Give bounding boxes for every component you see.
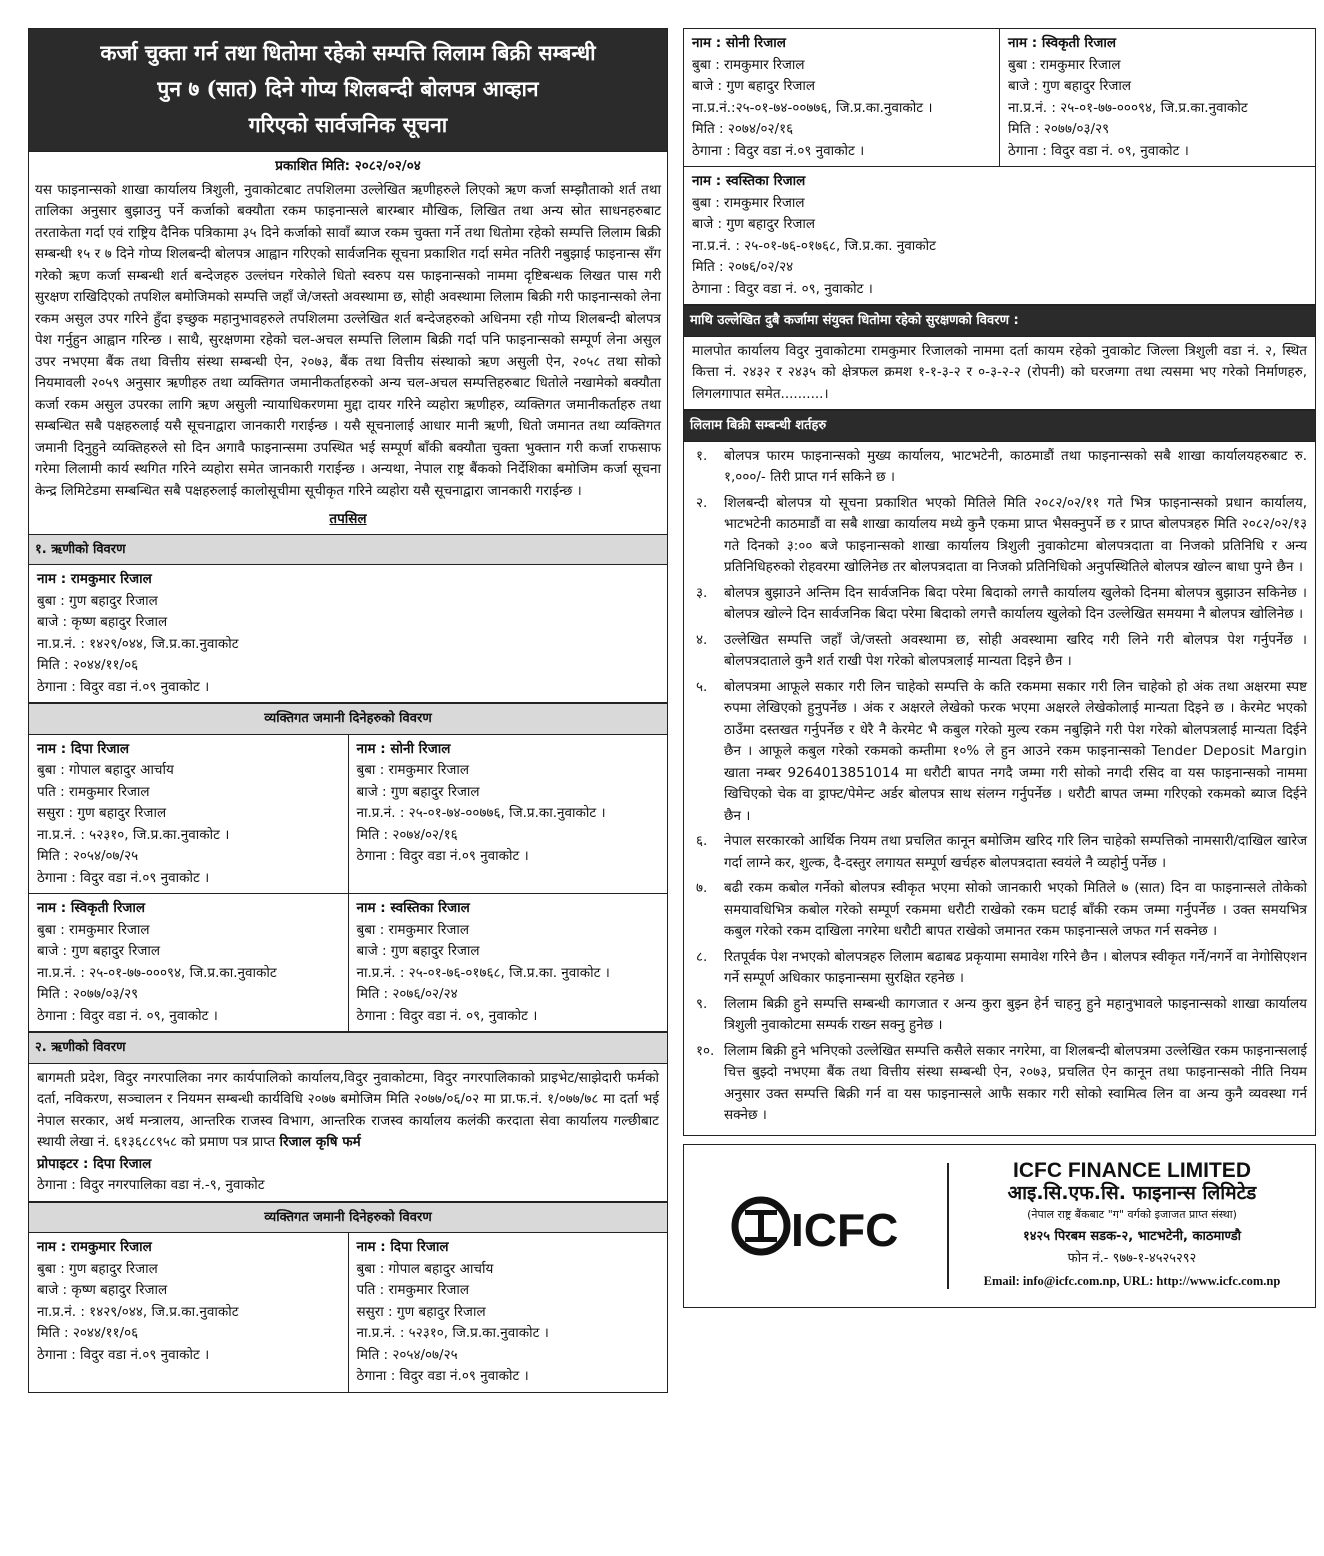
borrower-line: बुबा : गुण बहादुर रिजाल	[37, 592, 158, 609]
guarantor-line: मिति : २०७६/०२/२४	[692, 259, 794, 275]
guarantor-line: ना.प्र.नं. : २५-०१-७७-०००९४, जि.प्र.का.नुवाकोट	[1008, 99, 1248, 116]
guarantor-name: नाम : दिपा रिजाल	[37, 740, 130, 757]
guarantor-line: मिति : २०७६/०२/२४	[356, 986, 458, 1002]
term-text: लिलाम बिक्री हुने भनिएको उल्लेखित सम्पत्ति कसैले सकार नगरेमा, वा शिलबन्दी बोलपत्रमा उल्लेखित रकम फाइनान्सलाई चित्त बुझ्दो नभएमा बैंक तथा वित्तीय संस्था सम्बन्धी ऐन, २०७३, प्रचलित ऐन कानून तथा फाइनान्सको नीति नियम अनुसार उक्त सम्पत्ति बिक्री गर्न वा यस फाइनान्सले आफै सकार गरी सोको स्वामित्व लिन वा अन्य कुनै व्यवस्था गर्न सक्नेछ ।	[724, 1042, 1307, 1123]
guarantor-line: ठेगाना : विदुर वडा नं. ०९, नुवाकोट ।	[356, 1007, 538, 1024]
term-number: १.	[696, 447, 708, 464]
company-phone: फोन नं.- ९७७-१-४५२५२९२	[1067, 1250, 1197, 1266]
guarantor-line: मिति : २०७७/०३/२९	[37, 986, 139, 1002]
company-address: १४२५ पिरबम सडक-२, भाटभटेनी, काठमाण्डौ	[1022, 1228, 1242, 1244]
list-item	[692, 630, 1307, 673]
borrower-line: ना.प्र.नं. : १४२९/०४४, जि.प्र.का.नुवाकोट	[37, 635, 239, 652]
headline-line-3: गरिएको सार्वजनिक सूचना	[248, 112, 448, 137]
guarantor-line: ठेगाना : विदुर वडा नं.०९ नुवाकोट ।	[37, 1346, 210, 1363]
guarantor-row	[28, 894, 668, 1032]
list-item	[692, 1041, 1307, 1127]
headline-line-2: पुन ७ (सात) दिने गोप्य शिलबन्दी बोलपत्र आव्हान	[157, 76, 539, 101]
term-text: रितपूर्वक पेश नभएको बोलपत्रहरु लिलाम बढाबढ प्रकृयामा समावेश गरिने छैन । बोलपत्र स्वीकृत गर्ने/नगर्ने वा नेगोसिएशन गर्ने सम्पूर्ण अधिकार फाइनान्समा सुरक्षित रहनेछ ।	[724, 948, 1307, 986]
guarantor-card	[349, 894, 668, 1031]
term-text: बोलपत्र बुझाउने अन्तिम दिन सार्वजनिक बिदा परेमा बिदाको लगत्तै कार्यालय खुलेको दिनमा बोलपत्र बुझाउन सकिनेछ । बोलपत्र खोल्ने दिन सार्वजनिक बिदा परेमा बिदाको लगत्तै कार्यालय खुलेको दिन उल्लेखित समयमा नै बोलपत्र खोलिनेछ ।	[724, 584, 1307, 622]
guarantor-card	[349, 1233, 668, 1392]
guarantor-line: बुबा : रामकुमार रिजाल	[692, 194, 805, 211]
guarantor-name: नाम : रामकुमार रिजाल	[37, 1239, 152, 1255]
borrower-name: नाम : रामकुमार रिजाल	[37, 571, 152, 587]
list-item	[692, 878, 1307, 943]
firm-name: रिजाल कृषि फर्म	[279, 1134, 361, 1150]
guarantor-name: नाम : स्वस्तिका रिजाल	[692, 173, 806, 189]
section1-guarantor-heading: व्यक्तिगत जमानी दिनेहरुको विवरण	[28, 703, 668, 735]
borrower-line: बाजे : कृष्ण बहादुर रिजाल	[37, 614, 168, 630]
guarantor-name: नाम : सोनी रिजाल	[692, 35, 786, 51]
section1-heading: १. ऋणीको विवरण	[28, 534, 668, 566]
list-item	[692, 446, 1307, 489]
guarantor-line: ना.प्र.नं. : ५२३१०, जि.प्र.का.नुवाकोट ।	[37, 826, 230, 843]
company-license: (नेपाल राष्ट्र बैंकबाट "ग" वर्गको इजाजत प्राप्त संस्था)	[1027, 1207, 1237, 1221]
guarantor-line: पति : रामकुमार रिजाल	[37, 783, 150, 800]
term-number: ३.	[696, 584, 708, 601]
section2-text: बागमती प्रदेश, विदुर नगरपालिका नगर कार्यपालिको कार्यालय,विदुर नुवाकोटमा, विदुर नगरपालिकाको प्राइभेट/साझेदारी फर्मको दर्ता, नविकरण, सञ्चालन र नियमन सम्बन्धी कार्यविधि २०७७ बमोजिम मिति २०७७/०६/०२ मा प्रा.फ.नं. १/०७७/७८ मा दर्ता भई नेपाल सरकार, अर्थ मन्त्रालय, आन्तरिक राजस्व विभाग, आन्तरिक राजस्व कार्यालय कलंकी करदाता सेवा कार्यालय गल्छीबाट स्थायी लेखा नं. ६१३६८८९५८ को प्रमाण पत्र प्राप्त	[37, 1069, 659, 1150]
guarantor-card	[684, 29, 1000, 166]
published-date: प्रकाशित मिति: २०८२/०२/०४	[28, 152, 668, 180]
guarantor-name: नाम : स्विकृती रिजाल	[1008, 35, 1117, 51]
section2-heading: २. ऋणीको विवरण	[28, 1032, 668, 1064]
guarantor-line: बुबा : गुण बहादुर रिजाल	[37, 1260, 158, 1277]
guarantor-row	[28, 1233, 668, 1393]
guarantor-line: बाजे : गुण बहादुर रिजाल	[37, 943, 161, 959]
company-info	[949, 1160, 1315, 1292]
guarantor-line: ना.प्र.नं. : १४२९/०४४, जि.प्र.का.नुवाकोट	[37, 1303, 239, 1320]
term-number: ८.	[696, 948, 708, 965]
guarantor-line: ना.प्र.नं. : २५-०१-७४-००७७६, जि.प्र.का.नुवाकोट ।	[356, 805, 606, 821]
guarantor-line: मिति : २०७७/०३/२९	[1008, 121, 1110, 137]
guarantor-line: बाजे : गुण बहादुर रिजाल	[356, 783, 480, 800]
list-item	[692, 677, 1307, 828]
guarantor-line: बुबा : गोपाल बहादुर आर्चाय	[37, 762, 174, 778]
term-number: ४.	[696, 631, 708, 648]
guarantor-line: ठेगाना : विदुर वडा नं.०९ नुवाकोट ।	[356, 848, 529, 864]
collateral-heading: माथि उल्लेखित दुबै कर्जामा संयुक्त धितोमा रहेको सुरक्षणको विवरण :	[683, 305, 1316, 337]
company-email: Email: info@icfc.com.np, URL: http://www.icfc.com.np	[983, 1273, 1281, 1288]
guarantor-line: ना.प्र.नं.:२५-०१-७४-००७७६, जि.प्र.का.नुवाकोट ।	[692, 99, 933, 116]
guarantor-name: नाम : स्वस्तिका रिजाल	[356, 900, 470, 916]
guarantor-line: बाजे : गुण बहादुर रिजाल	[1008, 78, 1132, 94]
left-column	[28, 28, 668, 1393]
guarantor-line: ठेगाना : विदुर वडा नं.०९ नुवाकोट ।	[692, 142, 865, 159]
guarantor-card	[1000, 29, 1315, 166]
guarantor-card	[29, 1233, 349, 1392]
guarantor-line: ठेगाना : विदुर वडा नं.०९ नुवाकोट ।	[37, 869, 210, 886]
term-text: बोलपत्रमा आफूले सकार गरी लिन चाहेको सम्पत्ति के कति रकममा सकार गरी लिन चाहेको हो अंक तथा अक्षरमा स्पष्ट रुपमा लेखिएको हुनुपर्नेछ । अंक र अक्षरले लेखेको फरक भएमा अक्षरले लेखेकोलाई मान्यता दिइने छ । केरमेट भएको ठाउँमा दस्तखत गर्नुपर्नेछ र धेरै नै केरमेट भै कबुल गरेको मुल्य रकम नबुझिने गरी पेश गरेको बोलपत्रलाई मान्यता दिईने छैन । आफूले कबुल गरेको रकमको कम्तीमा १०% ले हुन आउने रकम फाइनान्सको Tender Deposit Margin खाता नम्बर 9264013851014 मा धरौटी बापत नगदै जम्मा गरी सोको नगदी रसिद वा यस फाइनान्सको नाममा खिचिएको चेक वा ड्राफ्ट/पेमेन्ट अर्डर बोलपत्र साथ संलग्न गर्नुपर्नेछ । धरौटी बापत जम्मा गरिएको रकमको ब्याज दिईने छैन ।	[724, 678, 1307, 824]
company-name-en: ICFC FINANCE LIMITED	[1013, 1158, 1251, 1182]
list-item	[692, 583, 1307, 626]
guarantor-card	[349, 735, 668, 894]
terms-heading: लिलाम बिक्री सम्बन्धी शर्तहरु	[683, 410, 1316, 442]
guarantor-line: बुबा : रामकुमार रिजाल	[37, 921, 150, 938]
headline-line-1: कर्जा चुक्ता गर्न तथा धितोमा रहेको सम्पत्ति लिलाम बिक्री सम्बन्धी	[100, 40, 596, 65]
guarantor-line: ठेगाना : विदुर वडा नं. ०९, नुवाकोट ।	[692, 280, 873, 297]
list-item	[692, 947, 1307, 990]
guarantor-line: ससुरा : गुण बहादुर रिजाल	[356, 1303, 486, 1320]
notice-headline	[28, 28, 668, 152]
term-text: नेपाल सरकारको आर्थिक नियम तथा प्रचलित कानून बमोजिम खरिद गरि लिन चाहेको सम्पत्तिको नामसारी/दाखिल खारेज गर्दा लाग्ने कर, शुल्क, दै-दस्तुर लगायत सम्पूर्ण खर्चहरु बोलपत्रदाता स्वयंले नै व्यहोर्नु पर्नेछ ।	[724, 833, 1307, 871]
guarantor-line: ना.प्र.नं. : ५२३१०, जि.प्र.का.नुवाकोट ।	[356, 1325, 549, 1341]
tapsil-heading: तपसिल	[28, 506, 668, 534]
term-text: बढी रकम कबोल गर्नेको बोलपत्र स्वीकृत भएमा सोको जानकारी भएको मितिले ७ (सात) दिन वा फाइनान्सले तोकेको समयावधिभित्र कबोल गरेको सम्पूर्ण रकममा धरौटी राखेको रकम घटाई बाँकी रकम जम्मा गर्नुपर्नेछ । उक्त समयभित्र कबुल गरेको रकम दाखिला नगरेमा धरौटी बापत राखेको जमानत रकम फाइनान्सले जफत गर्न सक्नेछ ।	[724, 880, 1307, 939]
guarantor-line: बाजे : गुण बहादुर रिजाल	[692, 216, 816, 232]
guarantor-name: नाम : दिपा रिजाल	[356, 1239, 449, 1255]
guarantor-card	[29, 735, 349, 894]
notice-body: यस फाइनान्सको शाखा कार्यालय त्रिशुली, नुवाकोटबाट तपशिलमा उल्लेखित ऋणीहरुले लिएको ऋण कर्जा सम्झौताको शर्त तथा तालिका अनुसार बुझाउनु पर्ने कर्जाको बक्यौता रकम फाइनान्सले बारम्बार मौखिक, लिखित तथा अन्य स्रोत साधनहरुबाट तरताकेता गर्दा एवं राष्ट्रिय दैनिक पत्रिकामा ३५ दिने कर्जाको सावाँ ब्याज रकम चुक्ता गर्ने तथा धितोमा रहेको सम्पत्ति लिलाम बिक्री सम्बन्धी १५ र ७ दिने गोप्य शिलबन्दी बोलपत्र आह्वान गरिएको सार्वजनिक सूचना प्रकाशित गर्दा समेत नतिरी नबुझाई फाइनान्स सँग गरेको ऋण कर्जा सम्बन्धी शर्त बन्देजहरु उल्लंघन गरेकोले धितो स्वरुप यस फाइनान्सको नाममा दृष्टिबन्धक लिखत पास गरी सुरक्षण राखिदिएको तपशिल बमोजिमको सम्पत्ति जहाँ जे/जस्तो अवस्थामा छ, सोही अवस्थामा लिलाम बिक्री गरी फाइनान्सको लेना रकम असुल उपर गरिने हुँदा इच्छुक महानुभावहरुले तपशिलमा उल्लेखित शर्त बन्देजहरुको अधिनमा रही गोप्य शिलबन्दी बोलपत्र पेश गर्नुहुन आह्वान गरिन्छ । साथै, सुरक्षणमा रहेको चल-अचल सम्पत्ति लिलाम बिक्री गर्दा पनि फाइनान्सको सम्पूर्ण लेना असुल उपर नभएमा बैंक तथा वित्तीय संस्था सम्बन्धी ऐन, २०७३, बैंक तथा वित्तीय संस्थाको ऋण असुली ऐन, २०५८ तथा सोको नियमावली २०५९ अनुसार ऋणीहरु तथा व्यक्तिगत जमानीकर्ताहरुको अन्य चल-अचल सम्पत्तिहरुबाट धितोले नखामेको बक्यौता कर्जा रकम असुल उपरका लागि ऋण असुली न्यायाधिकरणमा मुद्दा दायर गरिने व्यहोरा ऋणीहरु, व्यक्तिगत जमानीकर्ताहरु तथा सम्बन्धित सबै पक्षहरुलाई यसै सूचनाद्वारा जानकारी गराईन्छ । यसै सूचनालाई आधार मानी ऋणी, धितो जमानत तथा व्यक्तिगत जमानी दिनुहुने व्यक्तिहरुले सो दिन अगावै फाइनान्समा उपस्थित भई सम्पूर्ण बाँकी बक्यौता चुक्ता भुक्तान गरी कर्जा राफसाफ गरेमा लिलामी कार्य स्थगित गरिने व्यहोरा समेत जानकारी गराईन्छ । अन्यथा, नेपाल राष्ट्र बैंकको निर्देशिका बमोजिम कर्जा सूचना केन्द्र लिमिटेडमा सम्बन्धित सबै पक्षहरुलाई कालोसूचीमा सूचीकृत गरिने व्यहोरा यसै सूचनाद्वारा जानकारी गराईन्छ ।	[28, 180, 668, 507]
term-number: ६.	[696, 833, 708, 849]
list-item	[692, 831, 1307, 874]
guarantor-line: ना.प्र.नं. : २५-०१-७६-०१७६८, जि.प्र.का. नुवाकोट	[692, 237, 936, 254]
list-item	[692, 493, 1307, 579]
guarantor-name: नाम : सोनी रिजाल	[356, 740, 451, 757]
guarantor-row	[28, 735, 668, 895]
guarantor-line: ठेगाना : विदुर वडा नं. ०९, नुवाकोट ।	[37, 1007, 218, 1024]
right-column	[683, 28, 1316, 1308]
guarantor-line: मिति : २०५४/०७/२५	[356, 1346, 458, 1363]
guarantor-line: बुबा : रामकुमार रिजाल	[356, 762, 470, 778]
guarantor-line: ना.प्र.नं. : २५-०१-७६-०१७६८, जि.प्र.का. नुवाकोट ।	[356, 964, 610, 981]
term-number: ५.	[696, 678, 708, 695]
borrower-line: ठेगाना : विदुर वडा नं.०९ नुवाकोट ।	[37, 678, 210, 695]
guarantor-line: मिति : २०४४/११/०६	[37, 1325, 139, 1341]
term-text: उल्लेखित सम्पत्ति जहाँ जे/जस्तो अवस्थामा छ, सोही अवस्थामा खरिद गरी लिने गरी बोलपत्र पेश गर्नुपर्नेछ । बोलपत्रदाताले कुनै शर्त राखी पेश गरेको बोलपत्रलाई मान्यता दिइने छैन ।	[724, 631, 1307, 669]
guarantor-line: मिति : २०७४/०२/१६	[356, 826, 458, 843]
firm-address: ठेगाना : विदुर नगरपालिका वडा नं.-९, नुवाकोट	[37, 1177, 265, 1193]
guarantor-row	[683, 28, 1316, 167]
term-text: शिलबन्दी बोलपत्र यो सूचना प्रकाशित भएको मितिले मिति २०८२/०२/११ गते भित्र फाइनान्सको प्रधान कार्यालय, भाटभटेनी काठमाडौं वा सबै शाखा कार्यालय मध्ये कुनै एकमा प्राप्त भैसक्नुपर्ने छ र प्राप्त बोलपत्रहरु मिति २०८२/०२/१३ गते दिनको ३:०० बजे फाइनान्सको शाखा कार्यालय त्रिशुली नुवाकोटमा बोलपत्रदाता वा निजको प्रतिनिधि र अन्य प्रतिनिधिहरुको रोहवरमा खोलिनेछ तर बोलपत्रदाता वा निजको प्रतिनिधिको अनुपस्थितिले बोलपत्र खोल्न बाधा पुग्ने छैन ।	[724, 494, 1307, 575]
term-text: लिलाम बिक्री हुने सम्पत्ति सम्बन्धी कागजात र अन्य कुरा बुझ्न हेर्न चाहनु हुने महानुभावले फाइनान्सको शाखा कार्यालय त्रिशुली नुवाकोटमा सम्पर्क राख्न सक्नु हुनेछ ।	[724, 995, 1307, 1033]
proprietor: प्रोपाइटर : दिपा रिजाल	[37, 1155, 152, 1172]
guarantor-line: ठेगाना : विदुर वडा नं.०९ नुवाकोट ।	[356, 1368, 529, 1384]
guarantor-line: ससुरा : गुण बहादुर रिजाल	[37, 805, 167, 821]
section1-borrower	[28, 565, 668, 703]
guarantor-line: बाजे : कृष्ण बहादुर रिजाल	[37, 1282, 168, 1298]
guarantor-line: बुबा : रामकुमार रिजाल	[356, 921, 470, 938]
guarantor-line: मिति : २०७४/०२/१६	[692, 121, 794, 137]
term-number: ९.	[696, 995, 708, 1012]
icfc-logo-icon	[731, 1176, 901, 1276]
terms-list	[683, 442, 1316, 1136]
guarantor-line: ठेगाना : विदुर वडा नं. ०९, नुवाकोट ।	[1008, 142, 1189, 159]
company-block	[683, 1144, 1316, 1308]
term-number: १०.	[696, 1042, 715, 1059]
guarantor-line: पति : रामकुमार रिजाल	[356, 1282, 470, 1298]
guarantor-line: बाजे : गुण बहादुर रिजाल	[356, 943, 480, 959]
section2-details	[28, 1064, 668, 1202]
section2-guarantor-heading: व्यक्तिगत जमानी दिनेहरुको विवरण	[28, 1202, 668, 1234]
term-number: २.	[696, 494, 708, 511]
guarantor-card	[29, 894, 349, 1031]
list-item	[692, 994, 1307, 1037]
collateral-text: मालपोत कार्यालय विदुर नुवाकोटमा रामकुमार रिजालको नाममा दर्ता कायम रहेको नुवाकोट जिल्ला त्रिशुली वडा नं. २, स्थित कित्ता नं. २४३२ र २४३५ को क्षेत्रफल क्रमश १-१-३-२ र ०-३-२-२ (रोपनी) को घरजग्गा तथा त्यसमा भए गरेको निर्माणहरु, लिगलगापात समेत..........।	[683, 337, 1316, 411]
company-name-np: आइ.सि.एफ.सि. फाइनान्स लिमिटेड	[1007, 1181, 1257, 1204]
guarantor-line: बुबा : गोपाल बहादुर आर्चाय	[356, 1260, 494, 1277]
logo-wordmark: ICFC	[790, 1203, 898, 1256]
guarantor-line: बाजे : गुण बहादुर रिजाल	[692, 78, 816, 94]
guarantor-line: बुबा : रामकुमार रिजाल	[1008, 56, 1121, 73]
guarantor-line: ना.प्र.नं. : २५-०१-७७-०००९४, जि.प्र.का.नुवाकोट	[37, 964, 277, 981]
guarantor-card	[683, 167, 1316, 305]
guarantor-line: बुबा : रामकुमार रिजाल	[692, 56, 805, 73]
guarantor-name: नाम : स्विकृती रिजाल	[37, 900, 146, 916]
term-number: ७.	[696, 880, 708, 896]
notice-page	[10, 14, 1314, 1548]
guarantor-line: मिति : २०५४/०७/२५	[37, 848, 139, 864]
term-text: बोलपत्र फारम फाइनान्सको मुख्य कार्यालय, भाटभटेनी, काठमाडौं तथा फाइनान्सको सबै शाखा कार्यालयहरुबाट रु. १,०००/- तिरी प्राप्त गर्न सकिने छ ।	[724, 447, 1307, 485]
icfc-logo	[684, 1163, 949, 1289]
borrower-line: मिति : २०४४/११/०६	[37, 657, 139, 673]
